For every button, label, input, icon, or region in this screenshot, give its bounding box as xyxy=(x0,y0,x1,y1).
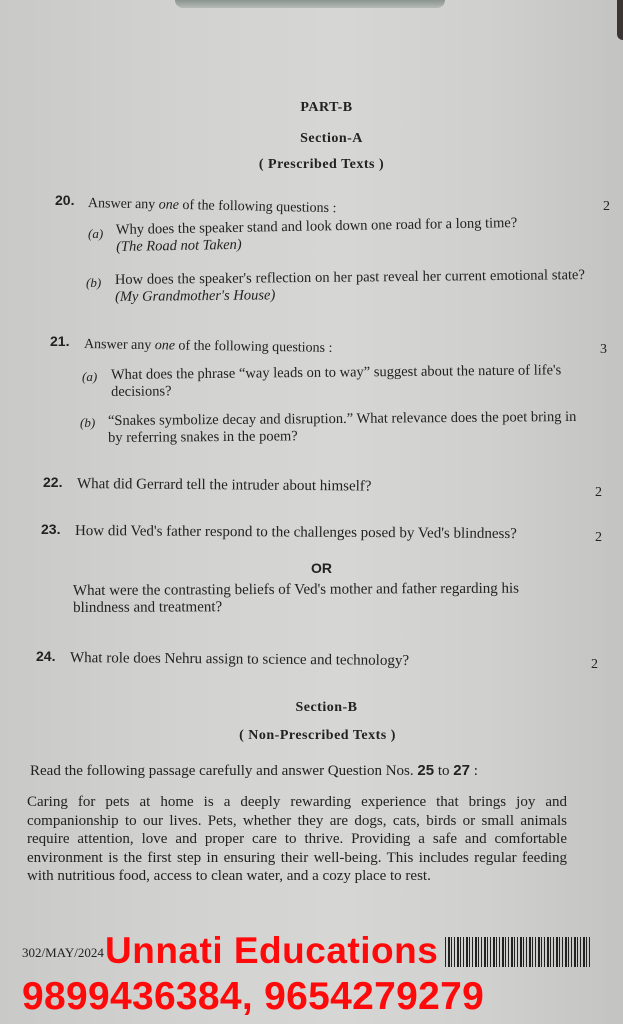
question-number: 20. xyxy=(55,192,75,208)
question-text: How did Ved's father respond to the challenges posed by Ved's blindness? xyxy=(74,523,517,543)
option-a: What does the phrase “way leads on to way” suggest about the nature of life's decisions? xyxy=(110,362,562,400)
option-label: (a) xyxy=(88,226,104,241)
watermark-brand: Unnati Educations xyxy=(105,930,439,971)
section-a-heading: Section-A xyxy=(300,131,363,146)
watermark-phone: 9899436384, 9654279279 xyxy=(22,975,485,1018)
option-b: How does the speaker's reflection on her past reveal her current emotional state? (My Grandmother's House) xyxy=(114,267,585,305)
question-number: 23. xyxy=(41,521,61,537)
option-label: (a) xyxy=(82,369,98,384)
option-a: Why does the speaker stand and look down one road for a long time? (The Road not Taken) xyxy=(115,214,518,255)
marks: 3 xyxy=(600,342,607,357)
question-number: 22. xyxy=(43,474,63,490)
option-label: (b) xyxy=(86,275,102,290)
option-label: (b) xyxy=(80,415,96,430)
question-text: What did Gerrard tell the intruder about himself? xyxy=(76,476,372,495)
question-text: What role does Nehru assign to science and technology? xyxy=(69,650,410,669)
part-heading: PART-B xyxy=(300,100,353,115)
or-separator: OR xyxy=(311,560,332,576)
question-text: Answer any one of the following questions : xyxy=(83,337,333,356)
marks: 2 xyxy=(595,485,602,500)
question-number: 24. xyxy=(36,648,56,664)
marks: 2 xyxy=(591,657,598,672)
marks: 2 xyxy=(603,199,610,214)
question-alternative: What were the contrasting beliefs of Ved's mother and father regarding his blindness and treatment? xyxy=(72,580,520,616)
section-b-heading: Section-B xyxy=(295,700,358,715)
question-text: Answer any one of the following questions : xyxy=(87,196,337,217)
passage-instruction: Read the following passage carefully and answer Question Nos. 25 to 27 : xyxy=(30,762,478,779)
section-b-subtitle: ( Non-Prescribed Texts ) xyxy=(239,728,396,743)
marks: 2 xyxy=(595,530,602,545)
section-a-subtitle: ( Prescribed Texts ) xyxy=(258,157,385,172)
barcode xyxy=(445,937,591,967)
reading-passage: Caring for pets at home is a deeply rewarding experience that brings joy and companionship to our lives. Pets, whether they are dogs, cats, birds or small animals require attention, love and proper care to thrive. Providing a safe and comfortable environment is the first step in ensuring their well-being. This includes regular feeding with nutritious food, access to clean water, and a cozy place to rest. xyxy=(27,794,567,885)
paper-code: 302/MAY/2024 xyxy=(22,945,104,960)
option-b: “Snakes symbolize decay and disruption.” What relevance does the poet bring in by referring snakes in the poem? xyxy=(107,408,577,446)
question-number: 21. xyxy=(50,333,70,349)
